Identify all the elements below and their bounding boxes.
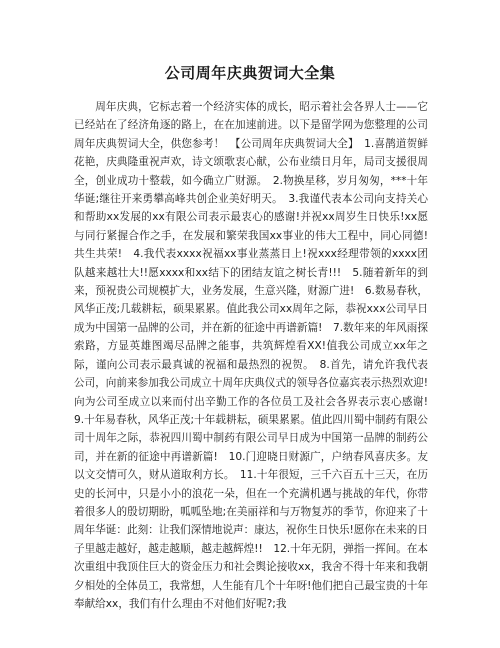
document-title: 公司周年庆典贺词大全集 bbox=[164, 64, 336, 82]
document-body: 周年庆典，它标志着一个经济实体的成长，昭示着社会各界人士——它已经站在了经济角逐的路上，在在加速前进。以下是留学网为您整理的公司周年庆典贺词大全，供您参考！ 【公司周年庆典贺词大全】 1.喜鹊道贺鲜花艳，庆典隆重祝声欢，诗文颂歌衷心献，公布业绩日月年，局司支援很周全，创业成功十整载，如今确立广财源。 2.物换星移，岁月匆匆，***十年华诞;继往开来勇攀高峰共创企业美好明天。 3.我谨代表本公司向支持关心和帮助xx发展的xx有限公司表示最衷心的感谢!并祝xx周岁生日快乐!xx愿与同行紧握合作之手，在发展和繁荣我国xx事业的伟大工程中，同心同德!共生共荣! 4.我代表xxxx祝福xx事业蒸蒸日上!祝xxx经理带领的xxxx团队越来越壮大!!愿xxxx和xx结下的团结友谊之树长青!!! 5.随着新年的到来，预祝贵公司规模扩大，业务发展，生意兴隆，财源广进! 6.数易春秋，风华正茂;几载耕耘，硕果累累。值此我公司xx周年之际，恭祝xxx公司早日成为中国第一品牌的公司，并在新的征途中再谱新篇! 7.数年来的年风雨探索路，方显英雄图竭尽品牌之能事，共筑辉煌看XX!值我公司成立xx年之际，谨向公司表示最真诚的祝福和最热烈的祝贺。 8.首先，请允许我代表公司，向前来参加我公司成立十周年庆典仪式的领导各位嘉宾表示热烈欢迎!向为公司至成立以来而付出辛勤工作的各位员工及社会各界表示衷心感谢! 9.十年易春秋，风华正茂;十年载耕耘，硕果累累。值此四川蜀中制药有限公司十周年之际，恭祝四川蜀中制药有限公司早日成为中国第一品牌的制药公司，并在新的征途中再谱新篇! 10.门迎晓日财源广，户纳春风喜庆多。友以文交情可久，财从道取利方长。 11.十年很短，三千六百五十三天，在历史的长河中，只是小小的浪花一朵，但在一个充满机遇与挑战的年代，你带着很多人的殷切期盼，呱呱坠地;在美丽祥和与万物复苏的季节，你迎来了十周年华诞：此刻：让我们深情地说声：康达，祝你生日快乐!愿你在未来的日子里越走越好，越走越顺，越走越辉煌!! 12.十年无阴，弹指一挥间。在本次重组中我顶住巨大的资金压力和社会舆论接收xx，我舍不得十年来和我朝夕相处的全体员工，我常想，人生能有几个十年呀!他们把自己最宝贵的十年奉献给xx，我们有什么理由不对他们好呢?;我 bbox=[74, 101, 439, 610]
